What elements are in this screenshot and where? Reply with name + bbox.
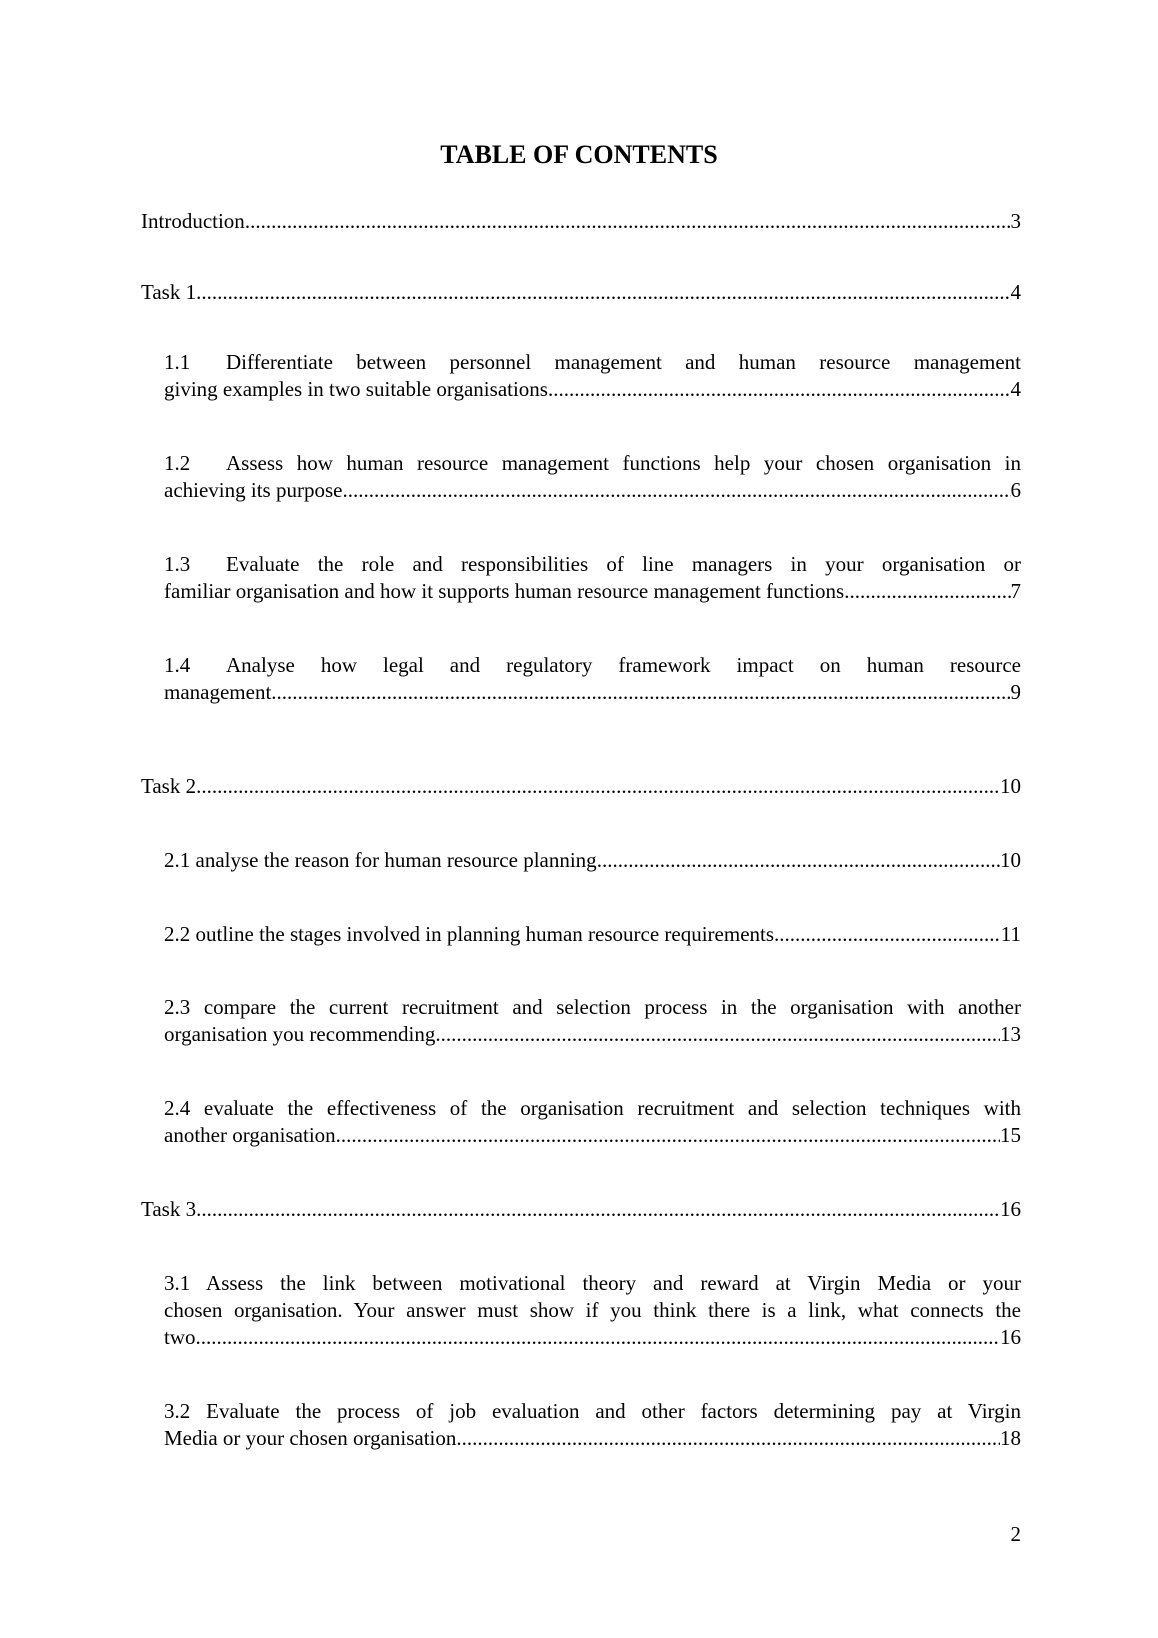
toc-entry-text: Differentiate between personnel management and human resource management [226, 350, 1021, 374]
toc-entry-text: Analyse how legal and regulatory framework impact on human resource [226, 653, 1021, 677]
toc-entry-number: 1.2 [164, 451, 191, 475]
toc-page-number: 9 [1010, 680, 1021, 704]
toc-entry-text: 2.1 analyse the reason for human resource planning [164, 848, 597, 872]
toc-entry-text: 3.1 Assess the link between motivational theory and reward at Virgin Media or your [164, 1271, 1021, 1295]
toc-entry-number: 1.3 [164, 552, 191, 576]
toc-entry-text-continued: familiar organisation and how it supports human resource management functions [164, 579, 845, 603]
toc-entry-number: 1.4 [164, 653, 191, 677]
page-title: TABLE OF CONTENTS [440, 140, 718, 169]
dot-leader [196, 1196, 1000, 1223]
toc-entry-2-2[interactable] [164, 921, 1021, 948]
dot-leader [456, 1425, 1000, 1452]
dot-leader [196, 279, 1010, 306]
toc-entry-task-2[interactable] [141, 773, 1021, 800]
toc-entry-text-continued: two [164, 1325, 196, 1349]
toc-entry-text-continued: Media or your chosen organisation [164, 1426, 457, 1450]
toc-page-number: 13 [1000, 1022, 1021, 1046]
dot-leader [844, 578, 1010, 605]
toc-page-number: 3 [1010, 209, 1021, 233]
toc-entry-3-1[interactable] [164, 1270, 1021, 1351]
dot-leader [196, 773, 1000, 800]
toc-page-number: 6 [1010, 478, 1021, 502]
toc-entry-text: Introduction [141, 209, 245, 233]
dot-leader [342, 477, 1010, 504]
toc-entry-3-2[interactable] [164, 1398, 1021, 1452]
toc-entry-text: Assess how human resource management functions help your chosen organisation in [226, 451, 1021, 475]
toc-page-number: 15 [1000, 1123, 1021, 1147]
toc-entry-2-4[interactable] [164, 1095, 1021, 1149]
dot-leader [245, 208, 1011, 235]
dot-leader [548, 376, 1011, 403]
toc-entry-text-continued: organisation you recommending [164, 1022, 436, 1046]
toc-entry-text: Task 2 [141, 774, 197, 798]
toc-entry-text-continued: management [164, 680, 272, 704]
toc-entry-1-3[interactable] [164, 551, 1021, 605]
toc-entry-number: 1.1 [164, 350, 191, 374]
toc-page-number: 16 [1000, 1325, 1021, 1349]
dot-leader [435, 1021, 1000, 1048]
toc-page-number: 11 [1000, 922, 1021, 946]
dot-leader [196, 1324, 1001, 1351]
toc-entry-text: Task 3 [141, 1197, 197, 1221]
toc-page-number: 7 [1010, 579, 1021, 603]
toc-entry-task-1[interactable] [141, 279, 1021, 306]
toc-entry-2-3[interactable] [164, 994, 1021, 1048]
toc-entry-1-2[interactable] [164, 450, 1021, 504]
toc-entry-text-continued: giving examples in two suitable organisations [164, 377, 548, 401]
toc-entry-1-4[interactable] [164, 652, 1021, 706]
toc-entry-text-continued: achieving its purpose [164, 478, 343, 502]
toc-page-number: 10 [1000, 848, 1021, 872]
toc-page-number: 18 [1000, 1426, 1021, 1450]
toc-page-number: 16 [1000, 1197, 1021, 1221]
toc-page-number: 4 [1010, 280, 1021, 304]
toc-entry-text: 2.3 compare the current recruitment and selection process in the organisation with another [164, 995, 1021, 1019]
toc-entry-1-1[interactable] [164, 349, 1021, 403]
toc-entry-task-3[interactable] [141, 1196, 1021, 1223]
toc-entry-text: Evaluate the role and responsibilities of line managers in your organisation or [226, 552, 1021, 576]
dot-leader [774, 921, 1001, 948]
toc-entry-text-continued: another organisation [164, 1123, 336, 1147]
toc-entry-text: 3.2 Evaluate the process of job evaluation and other factors determining pay at Virgin [164, 1399, 1021, 1423]
toc-entry-introduction[interactable] [141, 208, 1021, 235]
dot-leader [597, 847, 1000, 874]
toc-entry-text-continued: chosen organisation. Your answer must show if you think there is a link, what connects the [164, 1298, 1021, 1322]
toc-page-number: 4 [1010, 377, 1021, 401]
toc-entry-text: Task 1 [141, 280, 197, 304]
dot-leader [336, 1122, 1000, 1149]
toc-entry-text: 2.2 outline the stages involved in planning human resource requirements [164, 922, 775, 946]
toc-entry-text: 2.4 evaluate the effectiveness of the organisation recruitment and selection techniques with [164, 1096, 1021, 1120]
dot-leader [271, 679, 1010, 706]
page-number: 2 [1010, 1522, 1021, 1546]
toc-entry-2-1[interactable] [164, 847, 1021, 874]
toc-page-number: 10 [1000, 774, 1021, 798]
